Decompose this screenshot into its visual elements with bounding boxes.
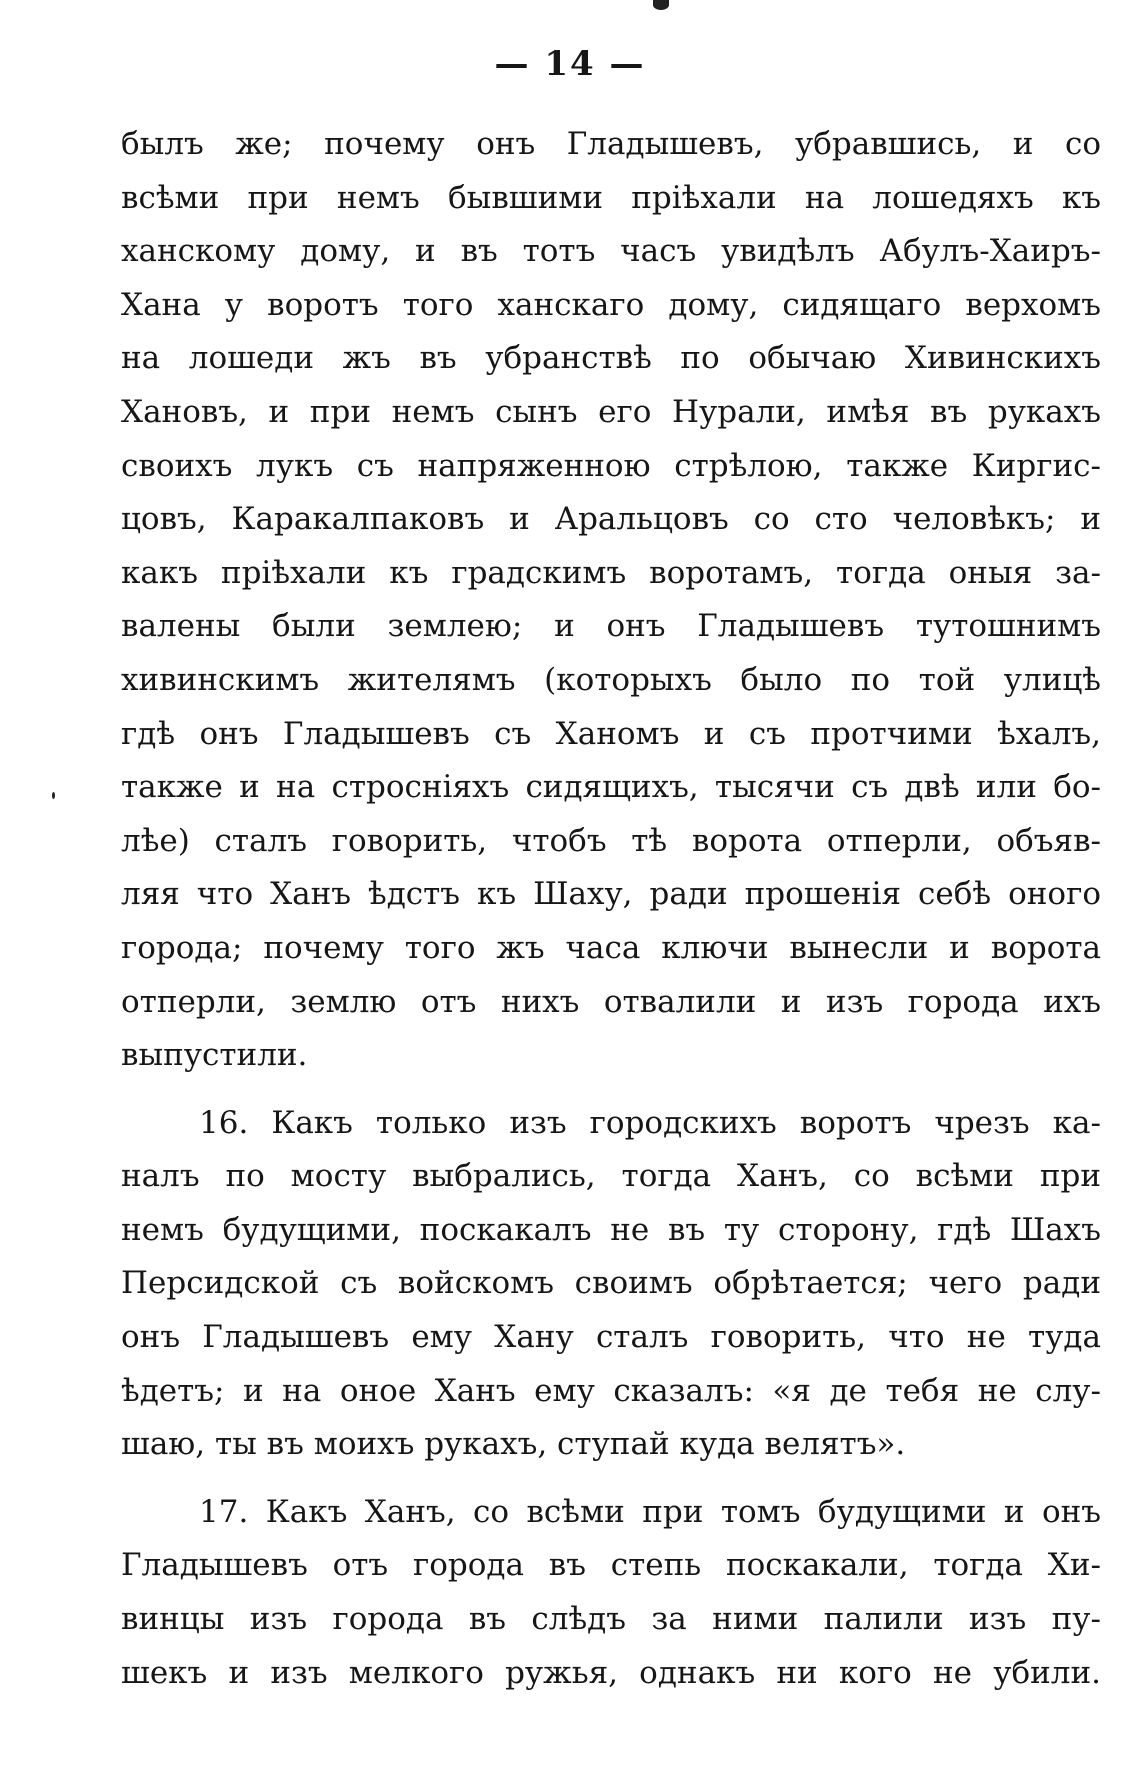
text-line: также и на стросніяхъ сидящихъ, тысячи съ двѣ или бо- [121, 769, 1101, 806]
text-line: ѣдетъ; и на оное Ханъ ему сказалъ: «я де тебя не слу- [121, 1372, 1101, 1409]
text-line: 17. Какъ Ханъ, со всѣми при томъ будущими и онъ [199, 1493, 1101, 1530]
text-line: немъ будущими, поскакалъ не въ ту сторону, гдѣ Шахъ [121, 1211, 1101, 1248]
text-line: валены были землею; и онъ Гладышевъ тутошнимъ [121, 608, 1101, 645]
text-line: винцы изъ города въ слѣдъ за ними палили изъ пу- [121, 1601, 1101, 1638]
margin-speck [52, 792, 55, 799]
text-line: цовъ, Каракалпаковъ и Аральцовъ со сто человѣкъ; и [121, 501, 1101, 538]
text-line: хивинскимъ жителямъ (которыхъ было по той улицѣ [121, 661, 1101, 698]
text-line: шаю, ты въ моихъ рукахъ, ступай куда велятъ». [121, 1426, 906, 1463]
text-line: города; почему того жъ часа ключи вынесли и ворота [121, 929, 1101, 966]
text-line: отперли, землю отъ нихъ отвалили и изъ города ихъ [121, 983, 1101, 1020]
text-line: какъ пріѣхали къ градскимъ воротамъ, тогда оныя за- [121, 554, 1101, 591]
text-line: 16. Какъ только изъ городскихъ воротъ чрезъ ка- [199, 1104, 1101, 1141]
text-line: всѣми при немъ бывшими пріѣхали на лошедяхъ къ [121, 179, 1101, 216]
top-ink-mark [653, 0, 669, 10]
text-line: ханскому дому, и въ тотъ часъ увидѣлъ Абулъ-Хаиръ- [121, 233, 1101, 270]
text-line: Гладышевъ отъ города въ степь поскакали, тогда Хи- [121, 1547, 1101, 1584]
page-number: — 14 — [494, 44, 646, 84]
text-line: ляя что Ханъ ѣдстъ къ Шаху, ради прошенія себѣ оного [121, 876, 1101, 913]
text-line: налъ по мосту выбрались, тогда Ханъ, со всѣми при [121, 1158, 1101, 1195]
text-line: выпустили. [121, 1037, 308, 1074]
text-line: былъ же; почему онъ Гладышевъ, убравшись, и со [121, 126, 1101, 162]
text-line: онъ Гладышевъ ему Хану сталъ говорить, что не туда [121, 1319, 1101, 1356]
text-line: Хана у воротъ того ханскаго дому, сидящаго верхомъ [121, 286, 1101, 323]
text-line: шекъ и изъ мелкого ружья, однакъ ни кого не убили. [121, 1654, 1101, 1691]
paragraph-17 [121, 1486, 1101, 1700]
paragraph-spacer [121, 1083, 1101, 1097]
body-text [121, 118, 1101, 1700]
text-line: Хановъ, и при немъ сынъ его Нурали, имѣя въ рукахъ [121, 393, 1101, 430]
paragraph-16 [121, 1097, 1101, 1472]
text-line: гдѣ онъ Гладышевъ съ Ханомъ и съ протчими ѣхалъ, [121, 715, 1101, 752]
text-line: своихъ лукъ съ напряженною стрѣлою, также Киргис- [121, 447, 1101, 484]
paragraph-spacer [121, 1472, 1101, 1486]
text-line: на лошеди жъ въ убранствѣ по обычаю Хивинскихъ [121, 340, 1101, 377]
paragraph-1 [121, 118, 1101, 1083]
text-line: Персидской съ войскомъ своимъ обрѣтается; чего ради [121, 1265, 1101, 1302]
text-line: лѣе) сталъ говорить, чтобъ тѣ ворота отперли, объяв- [121, 822, 1101, 859]
